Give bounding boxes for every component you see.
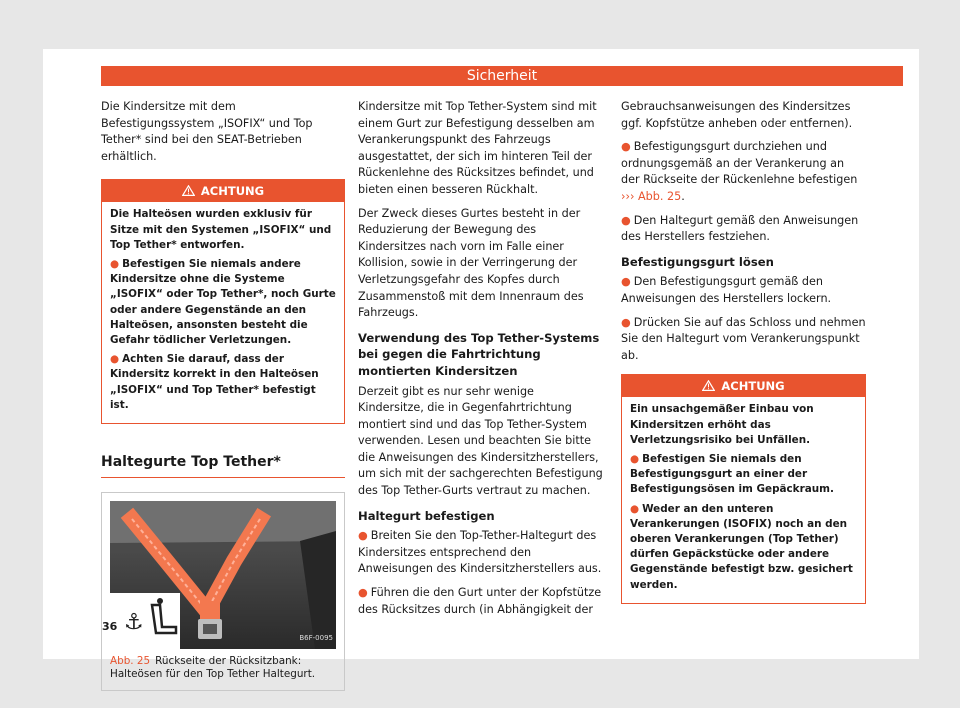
list-item: ● Den Haltegurt gemäß den Anweisungen des Herstellers festziehen. — [621, 213, 859, 244]
warning-header — [622, 375, 865, 397]
intro-paragraph: Die Kindersitze mit dem Befestigungssystem „ISOFIX“ und Top Tether* sind bei den SEAT-Betrieben erhältlich. — [101, 100, 313, 163]
figure-caption — [110, 655, 336, 682]
warning-box — [621, 374, 866, 603]
warning-title: ACHTUNG — [721, 379, 785, 394]
figure-label: Abb. 25 — [110, 654, 151, 667]
paragraph: Derzeit gibt es nur sehr wenige Kindersitze, die in Gegenfahrtrichtung montiert sind und das Top Tether-System verwenden. Lesen und beachten Sie bitte die Anweisungen des Kindersitzherstellers, um sich mit der sachgerechten Befestigung des Top Tether-Gurts vertraut zu machen. — [358, 384, 603, 498]
list-item: ● Den Befestigungsgurt gemäß den Anweisungen des Herstellers lockern. — [621, 275, 832, 305]
figure-caption-text: Rückseite der Rücksitzbank: Halteösen für den Top Tether Haltegurt. — [110, 654, 316, 681]
bullet-icon: ● — [630, 502, 640, 515]
bullet-icon: ● — [110, 353, 120, 366]
warning-bullet: ● Achten Sie darauf, dass der Kindersitz korrekt in den Halteösen „ISOFIX“ und Top Tether* befestigt ist. — [110, 353, 319, 411]
figure-code: B6F-0095 — [299, 634, 333, 643]
warning-bullet: ● Befestigen Sie niemals den Befestigungsgurt an einer der Befestigungsösen im Gepäckraum. — [630, 452, 834, 496]
bullet-icon: ● — [358, 529, 368, 543]
list-item: ● Drücken Sie auf das Schloss und nehmen Sie den Haltegurt vom Verankerungspunkt ab. — [621, 315, 866, 362]
bullet-icon: ● — [621, 315, 631, 329]
column-1 — [101, 99, 345, 691]
warning-bullet: ● Weder an den unteren Verankerungen (ISOFIX) noch an den oberen Verankerungen (Top Tether) dürfen Gepäckstücke oder andere Gegenstände befestigt bzw. gesichert werden. — [630, 502, 853, 591]
column-2 — [358, 99, 603, 625]
warning-box — [101, 179, 345, 424]
page-number: 36 — [102, 620, 118, 633]
section-title: Haltegurte Top Tether* — [101, 454, 345, 478]
bullet-icon: ● — [621, 213, 631, 227]
page — [43, 49, 919, 681]
paragraph: Der Zweck dieses Gurtes besteht in der Reduzierung der Bewegung des Kindersitzes nach vorn im Falle einer Kollision, sowie in der Verringerung der Verletzungsgefahr des Kopfes durch Zusammenstoß mit dem Innenraum des Fahrzeugs. — [358, 206, 584, 320]
warning-header — [102, 180, 344, 202]
svg-text:⚓: ⚓ — [124, 609, 144, 635]
figure-image — [110, 501, 336, 649]
paragraph: Gebrauchsanweisungen des Kindersitzes ggf. Kopfstütze anheben oder entfernen). — [621, 100, 853, 130]
warning-lead: Ein unsachgemäßer Einbau von Kindersitzen erhöht das Verletzungsrisiko bei Unfällen. — [630, 403, 814, 446]
figure-box — [101, 492, 345, 691]
list-item: ● Führen die den Gurt unter der Kopfstütze des Rücksitzes durch (in Abhängigkeit der — [358, 586, 602, 616]
bullet-icon: ● — [358, 586, 368, 600]
subheading: Verwendung des Top Tether-Systems bei gegen die Fahrtrichtung montierten Kindersitzen — [358, 330, 600, 378]
section-header: Sicherheit — [101, 66, 903, 86]
warning-triangle-icon — [702, 376, 715, 398]
seat-back-illustration — [110, 501, 336, 649]
bullet-icon: ● — [110, 257, 120, 270]
figure-reference-link[interactable]: Abb. 25 — [637, 189, 682, 203]
column-3 — [621, 99, 866, 604]
warning-bullet: ● Befestigen Sie niemals andere Kindersitze ohne die Systeme „ISOFIX“ oder Top Tether*, noch Gurte oder andere Gegenstände an den Halteösen, ansonsten besteht die Gefahr tödlicher Verletzungen. — [110, 257, 336, 346]
cross-reference-arrows: ››› — [621, 189, 635, 203]
paragraph: Kindersitze mit Top Tether-System sind mit einem Gurt zur Befestigung desselben am Verankerungspunkt des Fahrzeugs ausgestattet, der sich im hinteren Teil der Rückenlehne des Rücksitzes befindet, und bieten einen besseren Rückhalt. — [358, 100, 597, 196]
bullet-icon: ● — [621, 275, 631, 289]
list-item: ● Breiten Sie den Top-Tether-Haltegurt des Kindersitzes entsprechend den Anweisungen des Kindersitzherstellers aus. — [358, 529, 602, 576]
warning-lead: Die Halteösen wurden exklusiv für Sitze mit den Systemen „ISOFIX“ und Top Tether* entworfen. — [110, 208, 332, 251]
list-item: ● Befestigungsgurt durchziehen und ordnungsgemäß an der Verankerung an der Rückseite der Rückenlehne befestigen ››› Abb. 25. — [621, 140, 858, 203]
warning-triangle-icon — [182, 181, 195, 203]
bullet-icon: ● — [630, 452, 640, 465]
warning-title: ACHTUNG — [200, 184, 265, 199]
bullet-icon: ● — [621, 140, 631, 154]
subheading: Befestigungsgurt lösen — [621, 254, 774, 269]
subheading: Haltegurt befestigen — [358, 508, 495, 523]
